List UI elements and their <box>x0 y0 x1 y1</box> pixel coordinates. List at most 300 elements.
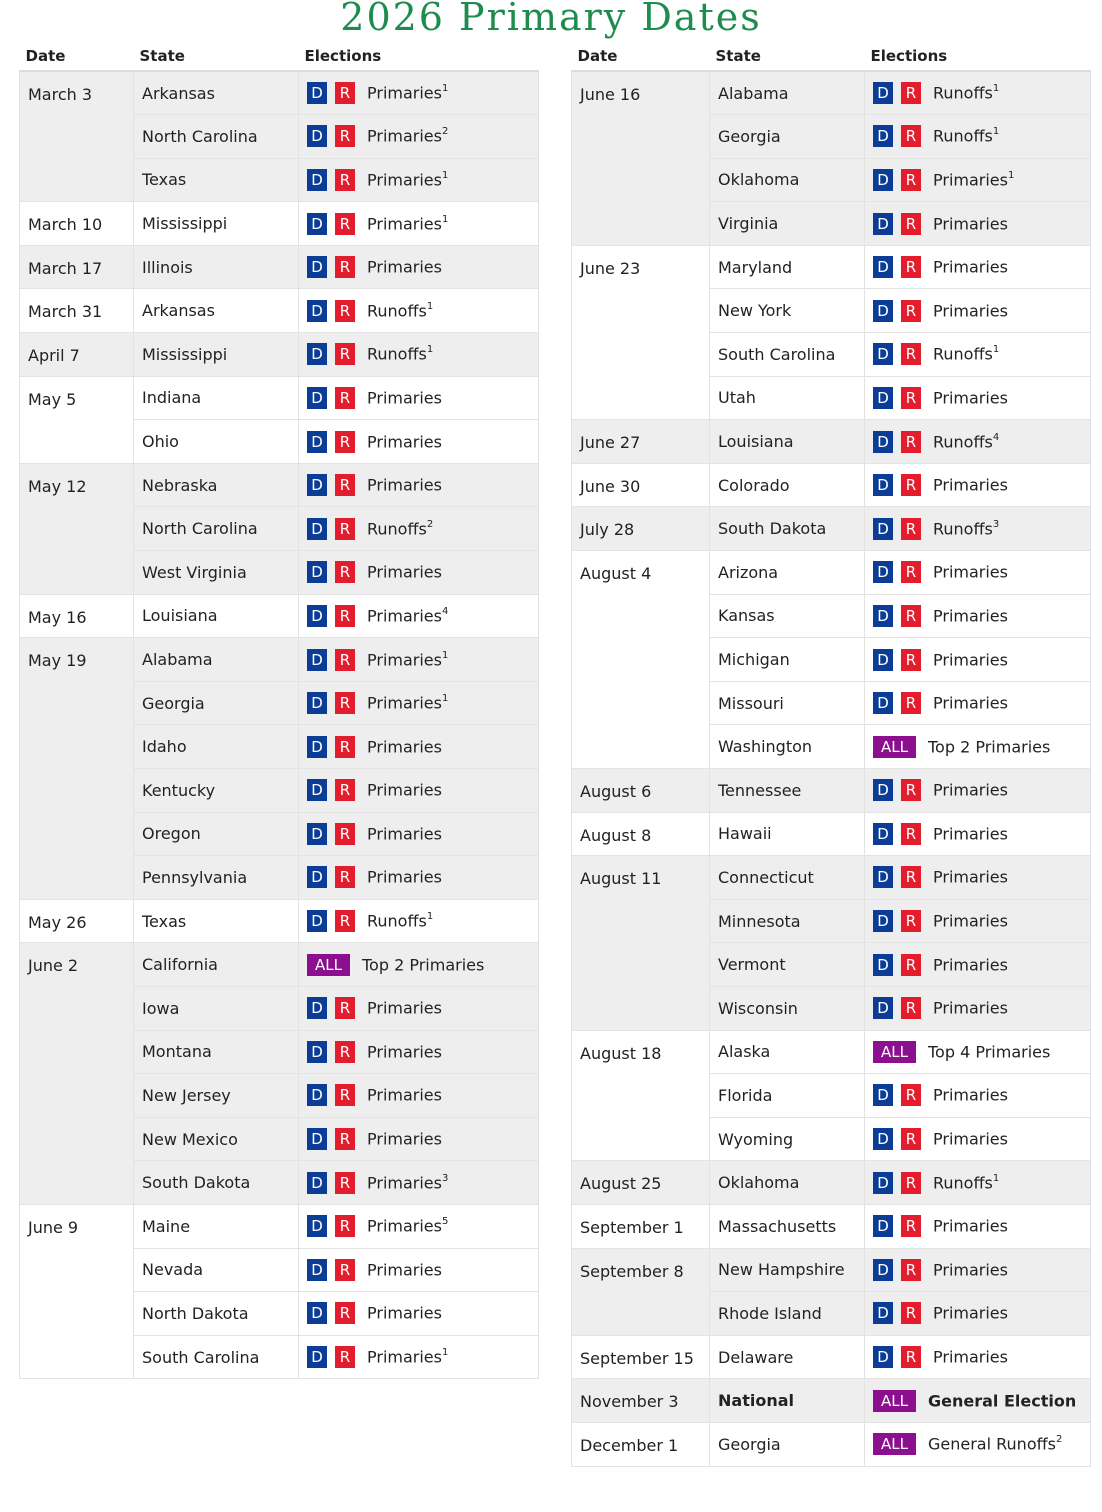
footnote-marker: 1 <box>992 1172 1000 1184</box>
democrat-badge: D <box>873 82 893 104</box>
election-type: Primaries <box>367 1042 442 1062</box>
elections-cell <box>865 115 1091 159</box>
state-cell: Kansas <box>710 594 865 638</box>
republican-badge: R <box>335 692 355 714</box>
republican-badge: R <box>901 82 921 104</box>
election-type: Primaries <box>933 214 1008 234</box>
state-cell: Nebraska <box>134 463 299 507</box>
republican-badge: R <box>335 1041 355 1063</box>
democrat-badge: D <box>873 910 893 932</box>
table-row <box>572 856 1091 900</box>
state-cell: Idaho <box>134 725 299 769</box>
democrat-badge: D <box>873 213 893 235</box>
election-type: Primaries <box>367 824 442 844</box>
elections-cell <box>865 71 1091 115</box>
elections-cell <box>865 1204 1091 1248</box>
republican-badge: R <box>335 474 355 496</box>
date-cell: September 8 <box>572 1248 710 1335</box>
democrat-badge: D <box>307 561 327 583</box>
table-row <box>572 551 1091 595</box>
footnote-marker: 3 <box>441 1172 449 1184</box>
republican-badge: R <box>335 866 355 888</box>
state-cell: Illinois <box>134 245 299 289</box>
republican-badge: R <box>335 213 355 235</box>
table-header-row <box>572 42 1091 71</box>
democrat-badge: D <box>873 125 893 147</box>
elections-cell <box>865 1030 1091 1074</box>
footnote-marker: 5 <box>441 1216 449 1228</box>
republican-badge: R <box>335 387 355 409</box>
democrat-badge: D <box>307 518 327 540</box>
republican-badge: R <box>901 300 921 322</box>
date-cell: August 8 <box>572 812 710 856</box>
table-row <box>20 463 539 507</box>
state-cell: Georgia <box>710 1422 865 1466</box>
republican-badge: R <box>901 779 921 801</box>
election-type: Primaries <box>367 388 442 408</box>
header-state: State <box>134 42 299 71</box>
republican-badge: R <box>901 518 921 540</box>
date-cell: December 1 <box>572 1422 710 1466</box>
state-cell: New Hampshire <box>710 1248 865 1292</box>
state-cell: Indiana <box>134 376 299 420</box>
date-cell: May 16 <box>20 594 134 638</box>
state-cell: Utah <box>710 376 865 420</box>
date-cell: August 25 <box>572 1161 710 1205</box>
table-row <box>572 812 1091 856</box>
state-cell: Mississippi <box>134 333 299 377</box>
table-row <box>572 71 1091 115</box>
election-type: Runoffs <box>933 432 993 452</box>
table-row <box>20 594 539 638</box>
election-type: Primaries <box>933 955 1008 975</box>
republican-badge: R <box>335 649 355 671</box>
republican-badge: R <box>335 605 355 627</box>
date-cell: June 27 <box>572 420 710 464</box>
election-type: Primaries <box>933 606 1008 626</box>
footnote-marker: 1 <box>426 344 434 356</box>
elections-cell <box>299 463 539 507</box>
election-type: Primaries <box>933 562 1008 582</box>
header-date: Date <box>20 42 134 71</box>
democrat-badge: D <box>307 300 327 322</box>
state-cell: New Jersey <box>134 1074 299 1118</box>
republican-badge: R <box>901 605 921 627</box>
democrat-badge: D <box>307 910 327 932</box>
republican-badge: R <box>901 431 921 453</box>
state-cell: South Carolina <box>134 1335 299 1379</box>
democrat-badge: D <box>873 561 893 583</box>
date-cell: June 16 <box>572 71 710 245</box>
elections-cell <box>299 1117 539 1161</box>
republican-badge: R <box>335 169 355 191</box>
republican-badge: R <box>335 1172 355 1194</box>
table-row <box>572 507 1091 551</box>
elections-cell <box>865 1161 1091 1205</box>
date-cell: May 19 <box>20 638 134 900</box>
republican-badge: R <box>335 997 355 1019</box>
date-cell: August 4 <box>572 551 710 769</box>
date-cell: April 7 <box>20 333 134 377</box>
footnote-marker: 1 <box>441 693 449 705</box>
election-type: Primaries <box>933 301 1008 321</box>
democrat-badge: D <box>307 256 327 278</box>
elections-cell <box>865 1379 1091 1423</box>
republican-badge: R <box>901 343 921 365</box>
state-cell: Wisconsin <box>710 986 865 1030</box>
democrat-badge: D <box>307 779 327 801</box>
democrat-badge: D <box>873 954 893 976</box>
elections-cell <box>865 463 1091 507</box>
state-cell: Alaska <box>710 1030 865 1074</box>
republican-badge: R <box>335 736 355 758</box>
date-cell: August 18 <box>572 1030 710 1161</box>
republican-badge: R <box>901 692 921 714</box>
republican-badge: R <box>901 213 921 235</box>
republican-badge: R <box>901 1172 921 1194</box>
date-cell: May 12 <box>20 463 134 594</box>
all-party-badge: ALL <box>873 1041 916 1063</box>
elections-cell <box>299 1030 539 1074</box>
state-cell: Rhode Island <box>710 1292 865 1336</box>
democrat-badge: D <box>307 1215 327 1237</box>
footnote-marker: 1 <box>992 83 1000 95</box>
elections-cell <box>299 158 539 202</box>
elections-cell <box>865 725 1091 769</box>
election-type: Primaries <box>933 1303 1008 1323</box>
schedule-table-right <box>571 42 1090 1467</box>
elections-cell <box>865 812 1091 856</box>
election-type: Primaries <box>367 1085 442 1105</box>
republican-badge: R <box>335 1128 355 1150</box>
state-cell: Montana <box>134 1030 299 1074</box>
election-type: Primaries <box>367 1260 442 1280</box>
elections-cell <box>299 1074 539 1118</box>
elections-cell <box>299 507 539 551</box>
elections-cell <box>299 1335 539 1379</box>
elections-cell <box>299 1292 539 1336</box>
state-cell: Connecticut <box>710 856 865 900</box>
date-cell: June 2 <box>20 943 134 1205</box>
democrat-badge: D <box>873 518 893 540</box>
table-row <box>572 1335 1091 1379</box>
republican-badge: R <box>335 82 355 104</box>
democrat-badge: D <box>307 1259 327 1281</box>
elections-cell <box>299 1161 539 1205</box>
state-cell: Arizona <box>710 551 865 595</box>
election-type: Runoffs <box>933 126 993 146</box>
election-type: Primaries <box>933 998 1008 1018</box>
democrat-badge: D <box>307 692 327 714</box>
elections-cell <box>299 812 539 856</box>
table-header-row <box>20 42 539 71</box>
elections-cell <box>299 594 539 638</box>
election-type: Primaries <box>367 1216 442 1236</box>
election-type: Runoffs <box>367 911 427 931</box>
elections-cell <box>299 115 539 159</box>
elections-cell <box>865 245 1091 289</box>
footnote-marker: 1 <box>992 344 1000 356</box>
election-type: Primaries <box>933 1085 1008 1105</box>
state-cell: West Virginia <box>134 551 299 595</box>
date-cell: June 9 <box>20 1204 134 1378</box>
header-date: Date <box>572 42 710 71</box>
state-cell: North Dakota <box>134 1292 299 1336</box>
elections-cell <box>865 420 1091 464</box>
elections-cell <box>865 899 1091 943</box>
republican-badge: R <box>901 910 921 932</box>
democrat-badge: D <box>307 736 327 758</box>
republican-badge: R <box>901 649 921 671</box>
election-type: Primaries <box>367 998 442 1018</box>
all-party-badge: ALL <box>873 1433 916 1455</box>
elections-cell <box>299 289 539 333</box>
elections-cell <box>865 1422 1091 1466</box>
table-row <box>20 289 539 333</box>
democrat-badge: D <box>873 431 893 453</box>
democrat-badge: D <box>873 300 893 322</box>
table-row <box>572 1379 1091 1423</box>
republican-badge: R <box>335 431 355 453</box>
election-type: Primaries <box>367 1347 442 1367</box>
elections-cell <box>299 769 539 813</box>
election-type: Primaries <box>367 606 442 626</box>
election-type: Top 4 Primaries <box>928 1042 1051 1062</box>
footnote-marker: 1 <box>441 649 449 661</box>
state-cell: Arkansas <box>134 289 299 333</box>
election-type: Primaries <box>933 1347 1008 1367</box>
election-type: Primaries <box>367 693 442 713</box>
state-cell: Nevada <box>134 1248 299 1292</box>
election-type: Runoffs <box>933 83 993 103</box>
democrat-badge: D <box>873 1084 893 1106</box>
republican-badge: R <box>901 866 921 888</box>
date-cell: November 3 <box>572 1379 710 1423</box>
state-cell: Missouri <box>710 681 865 725</box>
democrat-badge: D <box>307 169 327 191</box>
state-cell: North Carolina <box>134 507 299 551</box>
elections-cell <box>299 551 539 595</box>
republican-badge: R <box>901 1302 921 1324</box>
election-type: Runoffs <box>933 344 993 364</box>
elections-cell <box>865 202 1091 246</box>
democrat-badge: D <box>307 1084 327 1106</box>
table-row <box>20 245 539 289</box>
election-type: Primaries <box>367 214 442 234</box>
elections-cell <box>299 376 539 420</box>
election-type: Primaries <box>367 737 442 757</box>
democrat-badge: D <box>873 1346 893 1368</box>
election-type: Primaries <box>933 1129 1008 1149</box>
democrat-badge: D <box>307 343 327 365</box>
election-type: Top 2 Primaries <box>362 955 485 975</box>
election-type: Primaries <box>933 1216 1008 1236</box>
table-row <box>20 71 539 115</box>
table-row <box>572 769 1091 813</box>
election-type: Primaries <box>367 83 442 103</box>
state-cell: Georgia <box>710 115 865 159</box>
state-cell: Louisiana <box>134 594 299 638</box>
elections-cell <box>865 681 1091 725</box>
table-row <box>20 333 539 377</box>
date-cell: September 1 <box>572 1204 710 1248</box>
date-cell: September 15 <box>572 1335 710 1379</box>
state-cell: California <box>134 943 299 987</box>
democrat-badge: D <box>873 169 893 191</box>
election-type: Runoffs <box>367 519 427 539</box>
footnote-marker: 4 <box>992 431 1000 443</box>
election-type: Primaries <box>367 1173 442 1193</box>
election-type: Primaries <box>933 693 1008 713</box>
election-type: Primaries <box>933 1260 1008 1280</box>
table-row <box>572 1422 1091 1466</box>
democrat-badge: D <box>873 692 893 714</box>
elections-cell <box>865 1248 1091 1292</box>
state-cell: Florida <box>710 1074 865 1118</box>
footnote-marker: 1 <box>441 83 449 95</box>
elections-cell <box>299 420 539 464</box>
election-type: Primaries <box>933 388 1008 408</box>
elections-cell <box>299 202 539 246</box>
democrat-badge: D <box>307 823 327 845</box>
elections-cell <box>865 158 1091 202</box>
date-cell: March 3 <box>20 71 134 202</box>
state-cell: Oklahoma <box>710 1161 865 1205</box>
state-cell: Mississippi <box>134 202 299 246</box>
republican-badge: R <box>335 1215 355 1237</box>
election-type: Primaries <box>367 170 442 190</box>
democrat-badge: D <box>307 431 327 453</box>
democrat-badge: D <box>873 343 893 365</box>
state-cell: South Carolina <box>710 333 865 377</box>
state-cell: New Mexico <box>134 1117 299 1161</box>
elections-cell <box>299 986 539 1030</box>
republican-badge: R <box>335 256 355 278</box>
footnote-marker: 1 <box>441 1347 449 1359</box>
republican-badge: R <box>901 169 921 191</box>
elections-cell <box>299 943 539 987</box>
democrat-badge: D <box>873 997 893 1019</box>
republican-badge: R <box>335 1259 355 1281</box>
democrat-badge: D <box>307 866 327 888</box>
democrat-badge: D <box>307 605 327 627</box>
schedule-table-left <box>19 42 538 1379</box>
republican-badge: R <box>901 1084 921 1106</box>
republican-badge: R <box>901 1346 921 1368</box>
republican-badge: R <box>901 954 921 976</box>
election-type: Runoffs <box>367 301 427 321</box>
state-cell: Tennessee <box>710 769 865 813</box>
democrat-badge: D <box>307 213 327 235</box>
election-type: Primaries <box>933 170 1008 190</box>
republican-badge: R <box>901 474 921 496</box>
republican-badge: R <box>901 387 921 409</box>
table-row <box>572 1204 1091 1248</box>
election-type: Runoffs <box>367 344 427 364</box>
state-cell: New York <box>710 289 865 333</box>
election-type: Primaries <box>367 1303 442 1323</box>
table-row <box>572 420 1091 464</box>
election-type: Primaries <box>367 432 442 452</box>
date-cell: June 30 <box>572 463 710 507</box>
republican-badge: R <box>335 779 355 801</box>
elections-cell <box>865 551 1091 595</box>
democrat-badge: D <box>873 779 893 801</box>
all-party-badge: ALL <box>873 1390 916 1412</box>
elections-cell <box>865 376 1091 420</box>
republican-badge: R <box>901 997 921 1019</box>
republican-badge: R <box>335 300 355 322</box>
republican-badge: R <box>335 1302 355 1324</box>
elections-cell <box>299 899 539 943</box>
election-type: Primaries <box>367 257 442 277</box>
date-cell: June 23 <box>572 245 710 419</box>
republican-badge: R <box>335 1346 355 1368</box>
table-row <box>20 943 539 987</box>
elections-cell <box>299 725 539 769</box>
date-cell: August 11 <box>572 856 710 1030</box>
state-cell: Pennsylvania <box>134 856 299 900</box>
state-cell: Georgia <box>134 681 299 725</box>
democrat-badge: D <box>307 1128 327 1150</box>
footnote-marker: 2 <box>1055 1434 1063 1446</box>
democrat-badge: D <box>873 256 893 278</box>
footnote-marker: 2 <box>426 518 434 530</box>
election-type: Primaries <box>933 867 1008 887</box>
democrat-badge: D <box>307 1302 327 1324</box>
state-cell: Colorado <box>710 463 865 507</box>
election-type: General Election <box>928 1391 1077 1411</box>
democrat-badge: D <box>873 866 893 888</box>
state-cell: Vermont <box>710 943 865 987</box>
table-row <box>20 376 539 420</box>
table-row <box>20 899 539 943</box>
table-row <box>20 202 539 246</box>
republican-badge: R <box>335 823 355 845</box>
state-cell: South Dakota <box>710 507 865 551</box>
state-cell: Alabama <box>710 71 865 115</box>
democrat-badge: D <box>307 474 327 496</box>
footnote-marker: 1 <box>992 126 1000 138</box>
state-cell: Massachusetts <box>710 1204 865 1248</box>
election-type: Runoffs <box>933 519 993 539</box>
footnote-marker: 1 <box>441 213 449 225</box>
state-cell: Oklahoma <box>710 158 865 202</box>
state-cell: Michigan <box>710 638 865 682</box>
democrat-badge: D <box>873 1215 893 1237</box>
state-cell: Virginia <box>710 202 865 246</box>
state-cell: Washington <box>710 725 865 769</box>
header-state: State <box>710 42 865 71</box>
elections-cell <box>299 71 539 115</box>
header-elections: Elections <box>865 42 1091 71</box>
election-type: Primaries <box>933 780 1008 800</box>
elections-cell <box>299 638 539 682</box>
state-cell: Iowa <box>134 986 299 1030</box>
state-cell: Ohio <box>134 420 299 464</box>
democrat-badge: D <box>307 125 327 147</box>
democrat-badge: D <box>873 1128 893 1150</box>
elections-cell <box>865 943 1091 987</box>
state-cell: North Carolina <box>134 115 299 159</box>
democrat-badge: D <box>873 1302 893 1324</box>
date-cell: May 5 <box>20 376 134 463</box>
elections-cell <box>865 856 1091 900</box>
election-type: General Runoffs <box>928 1434 1056 1454</box>
democrat-badge: D <box>873 649 893 671</box>
footnote-marker: 1 <box>426 911 434 923</box>
footnote-marker: 1 <box>1007 170 1015 182</box>
